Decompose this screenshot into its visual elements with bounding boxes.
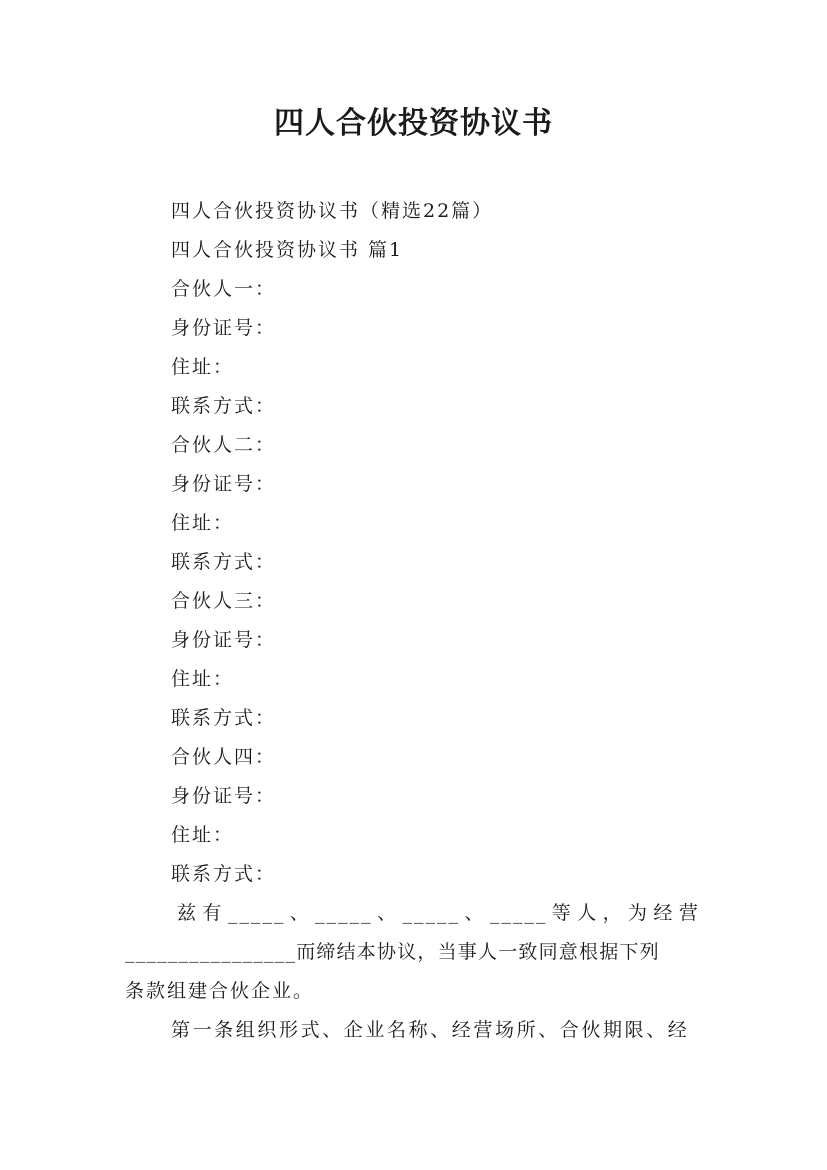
partner-3-address-label: 住址： — [171, 668, 235, 690]
blank-field: _____ — [315, 902, 373, 924]
partner-3-contact-label: 联系方式： — [171, 707, 277, 729]
document-title: 四人合伙投资协议书 — [274, 106, 553, 141]
text-fragment: 、 — [377, 902, 399, 924]
article-1-line-1: 第一条组织形式、企业名称、经营场所、合伙期限、经 — [171, 1019, 690, 1041]
text-fragment: 为 — [628, 902, 650, 924]
partner-4-contact-label: 联系方式： — [171, 863, 277, 885]
partner-2-id-label: 身份证号： — [171, 473, 277, 495]
text-fragment: 、 — [464, 902, 486, 924]
text-fragment: 经 — [653, 902, 675, 924]
blank-field: _____ — [227, 902, 286, 924]
partner-4-address-label: 住址： — [171, 824, 235, 846]
partner-3-label: 合伙人三： — [171, 590, 277, 612]
text-fragment: 兹 — [177, 902, 199, 924]
intro-paragraph-line-1 — [125, 901, 700, 925]
partner-3-id-label: 身份证号： — [171, 629, 277, 651]
text-fragment: ， — [602, 902, 624, 924]
text-fragment: 有 — [202, 902, 224, 924]
partner-1-contact-label: 联系方式： — [171, 395, 277, 417]
section-heading: 四人合伙投资协议书 篇1 — [171, 239, 404, 261]
text-fragment: 营 — [678, 902, 700, 924]
subtitle-line: 四人合伙投资协议书（精选22篇） — [171, 200, 494, 222]
intro-paragraph-line-3: 条款组建合伙企业。 — [125, 980, 315, 1002]
partner-2-address-label: 住址： — [171, 512, 235, 534]
partner-1-label: 合伙人一： — [171, 278, 277, 300]
text-fragment: 、 — [289, 902, 311, 924]
partner-4-id-label: 身份证号： — [171, 785, 277, 807]
partner-2-label: 合伙人二： — [171, 434, 277, 456]
partner-2-contact-label: 联系方式： — [171, 551, 277, 573]
blank-field: _____ — [402, 902, 460, 924]
partner-1-address-label: 住址： — [171, 356, 235, 378]
intro-paragraph-line-2: ________________而缔结本协议，当事人一致同意根据下列 — [125, 941, 660, 963]
text-fragment: 等 — [551, 902, 573, 924]
text-fragment: 人 — [577, 902, 599, 924]
partner-1-id-label: 身份证号： — [171, 317, 277, 339]
partner-4-label: 合伙人四： — [171, 746, 277, 768]
blank-field: _____ — [489, 902, 548, 924]
